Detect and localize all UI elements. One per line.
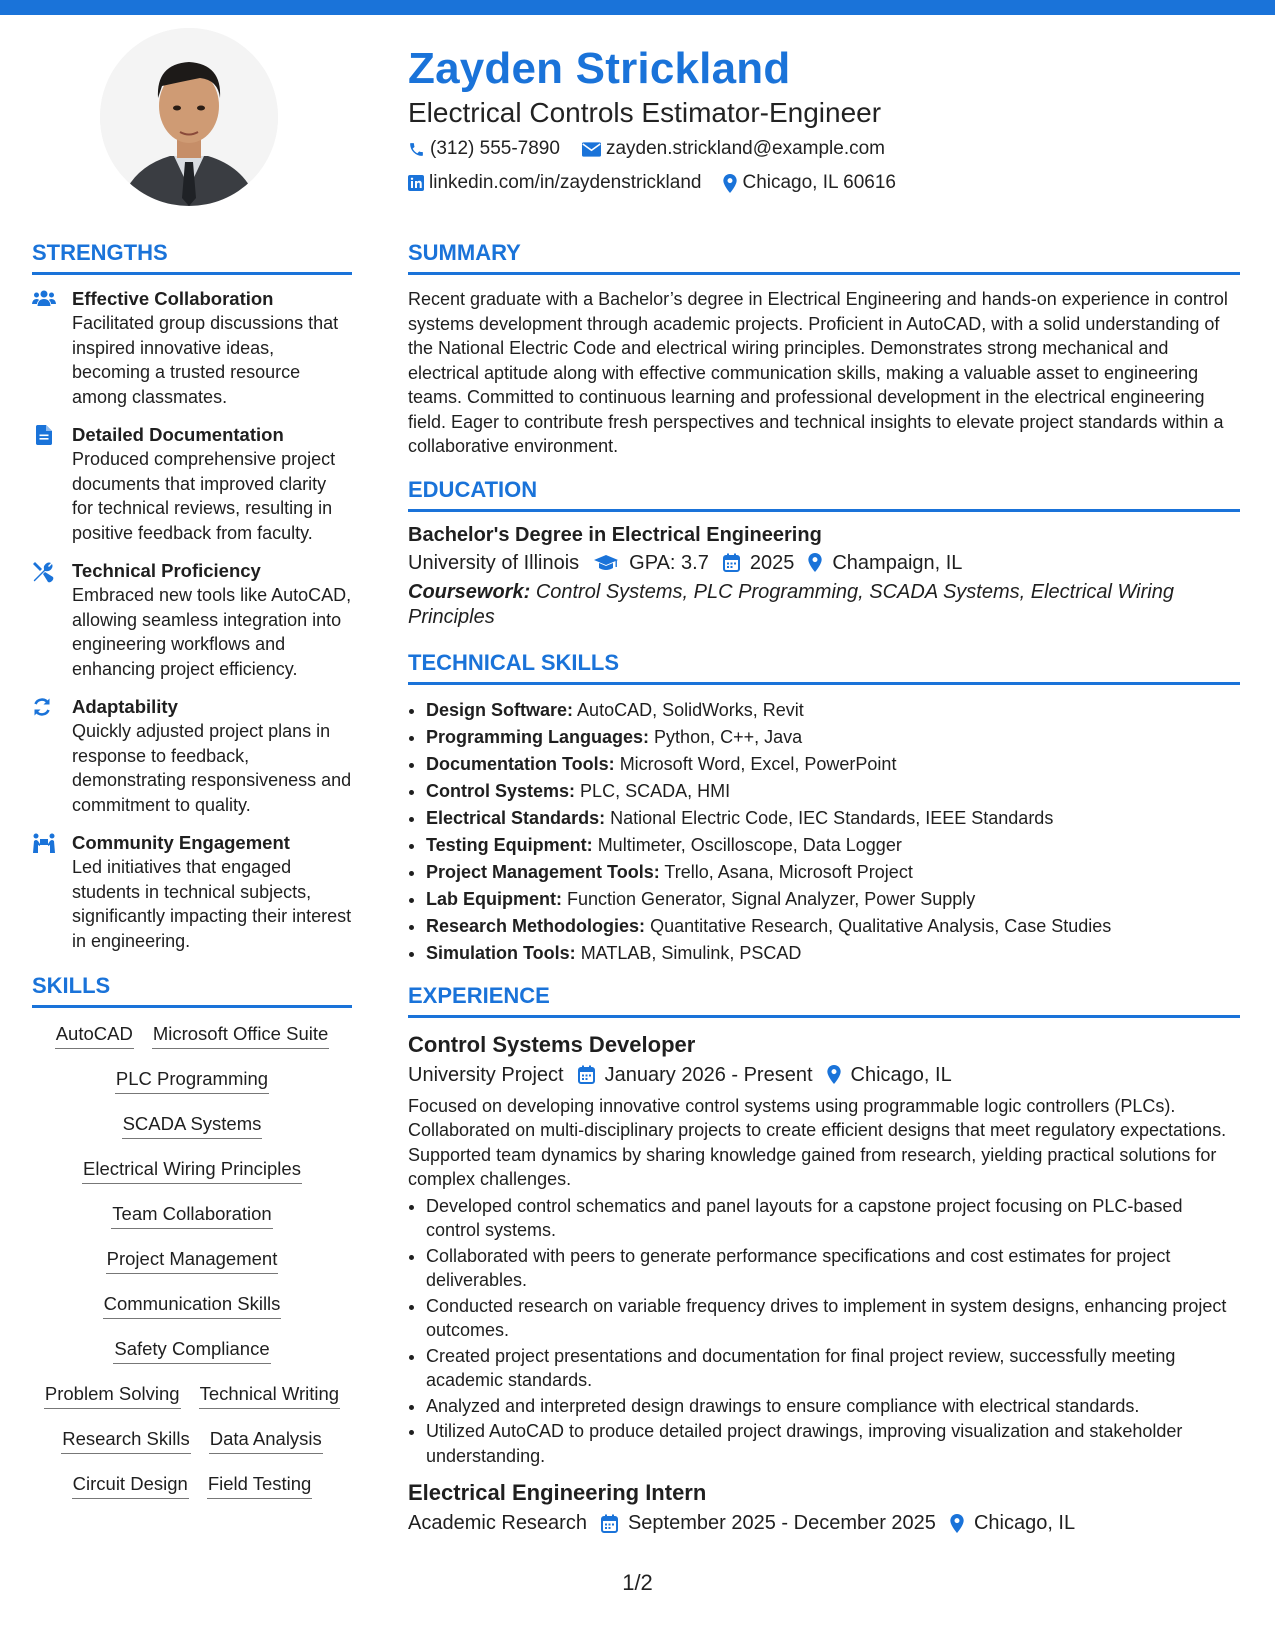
skill-category: Control Systems:	[426, 780, 576, 801]
school-name: University of Illinois	[408, 551, 580, 574]
contact-row-2	[408, 168, 1228, 198]
contact-row-1	[408, 134, 1228, 164]
strength-title: Effective Collaboration	[72, 288, 274, 309]
technical-skills-heading: TECHNICAL SKILLS	[408, 648, 1240, 685]
experience-heading: EXPERIENCE	[408, 981, 1240, 1018]
job-meta	[408, 1060, 1240, 1090]
skill-values: Function Generator, Signal Analyzer, Power Supply	[567, 888, 976, 909]
calendar-icon	[723, 553, 740, 572]
skill-values: MATLAB, Simulink, PSCAD	[580, 942, 802, 963]
list-item	[426, 832, 1240, 859]
skills-heading: SKILLS	[32, 971, 352, 1008]
skill-tag: Project Management	[106, 1247, 279, 1274]
skills-list	[32, 1022, 352, 1517]
envelope-icon	[582, 142, 601, 157]
linkedin-text: linkedin.com/in/zaydenstrickland	[429, 172, 702, 193]
skill-tag: Microsoft Office Suite	[152, 1022, 329, 1049]
map-pin-icon	[827, 1065, 841, 1084]
skill-values: AutoCAD, SolidWorks, Revit	[577, 699, 804, 720]
people-carry-icon	[32, 833, 56, 853]
skill-tag: Electrical Wiring Principles	[82, 1157, 302, 1184]
candidate-title: Electrical Controls Estimator-Engineer	[408, 97, 882, 128]
list-item	[426, 697, 1240, 724]
skill-category: Electrical Standards:	[426, 807, 606, 828]
strength-desc: Produced comprehensive project documents that improved clarity for technical reviews, resulting in positive feedback from faculty.	[72, 449, 336, 543]
skill-tag: Problem Solving	[44, 1382, 181, 1409]
strengths-heading: STRENGTHS	[32, 238, 352, 275]
skill-category: Design Software:	[426, 699, 574, 720]
skill-tag: Communication Skills	[103, 1292, 282, 1319]
job-dates: September 2025 - December 2025	[627, 1512, 936, 1534]
users-icon	[32, 289, 56, 307]
skill-category: Research Methodologies:	[426, 915, 646, 936]
coursework-label: Coursework:	[408, 580, 531, 603]
skill-values: National Electric Code, IEC Standards, IEEE Standards	[610, 807, 1054, 828]
list-item	[426, 724, 1240, 751]
strength-desc: Quickly adjusted project plans in response to feedback, demonstrating responsiveness and commitment to quality.	[72, 721, 352, 815]
list-item: • Analyzed and interpreted design drawings to ensure compliance with electrical standards.	[426, 1394, 1240, 1419]
strength-desc: Facilitated group discussions that inspired innovative ideas, becoming a trusted resource among classmates.	[72, 313, 339, 407]
candidate-name: Zayden Strickland	[408, 44, 791, 93]
skill-tag: Team Collaboration	[111, 1202, 272, 1229]
skill-category: Project Management Tools:	[426, 861, 660, 882]
email-contact[interactable]	[582, 138, 885, 160]
job-org: Academic Research	[408, 1512, 587, 1534]
page-number: 1/2	[622, 1570, 653, 1595]
skill-values: Multimeter, Oscilloscope, Data Logger	[597, 834, 902, 855]
skill-tag: Data Analysis	[209, 1427, 323, 1454]
calendar-icon	[578, 1065, 595, 1084]
phone-text: (312) 555-7890	[430, 138, 560, 159]
skill-tag: PLC Programming	[115, 1067, 269, 1094]
left-column	[32, 238, 352, 1517]
job-dates: January 2026 - Present	[604, 1063, 813, 1086]
skill-category: Testing Equipment:	[426, 834, 593, 855]
list-item: • Developed control schematics and panel layouts for a capstone project focusing on PLC-based control systems.	[426, 1194, 1240, 1243]
list-item	[426, 859, 1240, 886]
list-item: • Utilized AutoCAD to produce detailed project drawings, improving visualization and stakeholder understanding.	[426, 1419, 1240, 1468]
skill-values: PLC, SCADA, HMI	[580, 780, 731, 801]
skill-category: Simulation Tools:	[426, 942, 576, 963]
right-column	[408, 238, 1240, 1538]
document-icon	[36, 425, 52, 445]
sync-icon	[32, 697, 52, 717]
location-contact	[723, 172, 896, 194]
education-heading: EDUCATION	[408, 475, 1240, 512]
map-pin-icon	[950, 1514, 964, 1533]
tools-icon	[32, 561, 54, 583]
education-meta	[408, 548, 1240, 578]
coursework	[408, 580, 1240, 630]
job-meta	[408, 1508, 1240, 1538]
list-item	[426, 940, 1240, 967]
school-location: Champaign, IL	[832, 551, 963, 574]
technical-skills-list	[408, 697, 1240, 967]
job-title: Control Systems Developer	[408, 1031, 696, 1057]
list-item: • Conducted research on variable frequency drives to implement in system designs, enhancing project outcomes.	[426, 1294, 1240, 1343]
phone-contact[interactable]	[408, 138, 560, 160]
strength-desc: Led initiatives that engaged students in technical subjects, significantly impacting their interest in engineering.	[72, 857, 352, 951]
job-location: Chicago, IL	[973, 1512, 1076, 1534]
skill-tag: Circuit Design	[72, 1472, 189, 1499]
linkedin-icon	[408, 175, 424, 191]
strength-item	[32, 831, 352, 953]
job-title: Electrical Engineering Intern	[408, 1480, 707, 1505]
summary-heading: SUMMARY	[408, 238, 1240, 275]
job-description: Focused on developing innovative control systems using programmable logic controllers (PLCs). Collaborated on multi-disciplinary projects to create efficient designs that meet regulatory expectations. Supported team dynamics by sharing knowledge gained from research, yielding practical solutions for complex challenges.	[408, 1095, 1227, 1189]
strength-title: Community Engagement	[72, 832, 290, 853]
list-item	[426, 778, 1240, 805]
summary-text: Recent graduate with a Bachelor’s degree in Electrical Engineering and hands-on experience in control systems development through academic projects. Proficient in AutoCAD, with a solid understanding of the National Electric Code and electrical wiring principles. Demonstrates strong mechanical and electrical aptitude along with effective communication skills, making a valuable asset to engineering teams. Committed to continuous learning and professional development in the electrical engineering field. Eager to contribute fresh perspectives and technical insights to elevate project standards within a collaborative environment.	[408, 289, 1228, 456]
skill-tag: Technical Writing	[199, 1382, 341, 1409]
skill-tag: Field Testing	[207, 1472, 313, 1499]
job-bullets	[408, 1194, 1240, 1469]
skill-category: Documentation Tools:	[426, 753, 615, 774]
location-text: Chicago, IL 60616	[742, 172, 896, 193]
calendar-icon	[601, 1514, 618, 1533]
gpa-text: GPA: 3.7	[629, 551, 709, 574]
map-pin-icon	[808, 553, 822, 572]
strength-desc: Embraced new tools like AutoCAD, allowing seamless integration into engineering workflows and enhancing project efficiency.	[72, 585, 352, 679]
strength-item	[32, 423, 352, 545]
list-item: • Created project presentations and documentation for final project review, successfully meeting academic standards.	[426, 1344, 1240, 1393]
skill-category: Programming Languages:	[426, 726, 650, 747]
coursework-list: Control Systems, PLC Programming, SCADA Systems, Electrical Wiring Principles	[408, 580, 1174, 628]
skill-category: Lab Equipment:	[426, 888, 562, 909]
strength-title: Adaptability	[72, 696, 178, 717]
skill-values: Microsoft Word, Excel, PowerPoint	[619, 753, 897, 774]
map-pin-icon	[723, 174, 737, 193]
job-location: Chicago, IL	[850, 1063, 952, 1086]
top-accent-bar	[0, 0, 1275, 15]
skill-values: Python, C++, Java	[654, 726, 803, 747]
strength-item	[32, 559, 352, 681]
strength-item	[32, 287, 352, 409]
list-item	[426, 913, 1240, 940]
skill-tag: SCADA Systems	[122, 1112, 263, 1139]
strength-title: Technical Proficiency	[72, 560, 261, 581]
degree-title: Bachelor's Degree in Electrical Engineering	[408, 523, 822, 546]
job-org: University Project	[408, 1063, 564, 1086]
strength-title: Detailed Documentation	[72, 424, 284, 445]
linkedin-contact[interactable]	[408, 172, 701, 194]
graduation-year: 2025	[749, 551, 795, 574]
skill-tag: AutoCAD	[55, 1022, 134, 1049]
list-item	[426, 886, 1240, 913]
skill-values: Trello, Asana, Microsoft Project	[664, 861, 913, 882]
list-item: • Collaborated with peers to generate performance specifications and cost estimates for project deliverables.	[426, 1244, 1240, 1293]
email-text: zayden.strickland@example.com	[605, 138, 886, 159]
strength-item	[32, 695, 352, 817]
skill-values: Quantitative Research, Qualitative Analysis, Case Studies	[650, 915, 1112, 936]
list-item	[426, 805, 1240, 832]
graduation-cap-icon	[593, 554, 619, 572]
profile-photo	[100, 28, 278, 206]
skill-tag: Safety Compliance	[113, 1337, 270, 1364]
list-item	[426, 751, 1240, 778]
skill-tag: Research Skills	[61, 1427, 191, 1454]
phone-icon	[408, 141, 425, 158]
resume-header	[408, 40, 1228, 198]
